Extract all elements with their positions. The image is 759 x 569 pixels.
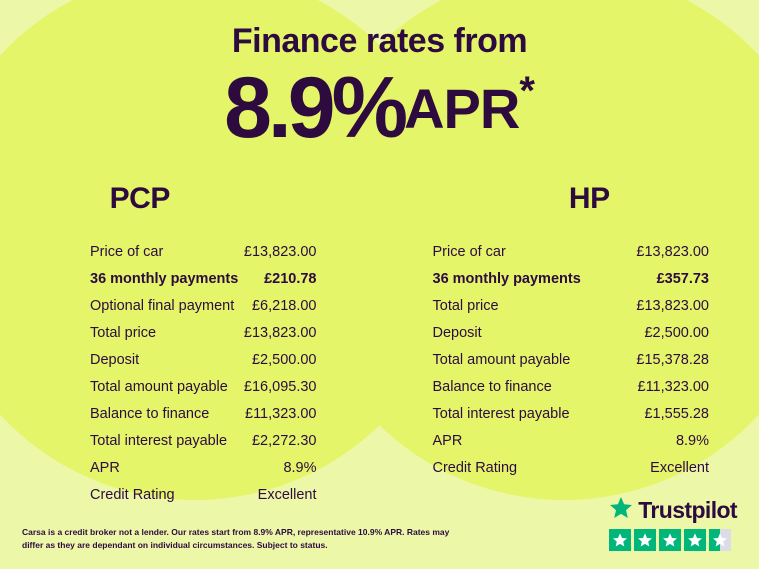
pcp-title: PCP: [109, 182, 170, 215]
table-row: [90, 427, 317, 454]
row-value: £1,555.28: [644, 405, 709, 422]
finance-comparison: [0, 182, 759, 508]
headline-rate-unit: APR: [404, 77, 520, 140]
row-label: Credit Rating: [90, 486, 175, 503]
row-value: £2,500.00: [251, 351, 317, 368]
table-row: [433, 319, 710, 346]
row-value: £2,500.00: [644, 324, 709, 341]
disclaimer-text: Carsa is a credit broker not a lender. Our rates start from 8.9% APR, representative 10.9% APR. Rates may differ as they are dependant on individual circumstances. Subject to status.: [22, 527, 450, 550]
row-value: £210.78: [264, 270, 317, 287]
trustpilot-rating: [609, 496, 737, 551]
hp-title: HP: [568, 182, 610, 215]
star-icon: [659, 529, 681, 551]
row-label: Total price: [432, 297, 499, 314]
table-row: [90, 238, 317, 265]
table-row: [433, 265, 710, 292]
row-value: 8.9%: [283, 459, 317, 476]
table-row: [90, 319, 317, 346]
table-row: [433, 427, 710, 454]
star-icon: [609, 529, 631, 551]
table-row: [433, 373, 710, 400]
star-half-icon: [709, 529, 731, 551]
table-row: [433, 238, 710, 265]
row-label: Deposit: [90, 351, 140, 368]
trustpilot-star-icon: [609, 496, 633, 524]
row-label: Total amount payable: [90, 378, 228, 395]
trustpilot-stars: [609, 529, 737, 551]
row-value: £6,218.00: [251, 297, 317, 314]
row-label: 36 monthly payments: [432, 270, 581, 287]
row-label: Balance to finance: [90, 405, 210, 422]
row-value: £2,272.30: [251, 432, 317, 449]
row-label: Total amount payable: [432, 351, 571, 368]
table-row: [90, 373, 317, 400]
row-value: £13,823.00: [636, 243, 709, 260]
headline-rate-number: 8.9%: [224, 60, 405, 156]
table-row: [433, 292, 710, 319]
row-value: £16,095.30: [243, 378, 317, 395]
headline-rate-asterisk: *: [519, 69, 535, 113]
trustpilot-name: Trustpilot: [638, 496, 737, 523]
row-value: Excellent: [257, 486, 317, 503]
row-label: Price of car: [90, 243, 164, 260]
row-label: Optional final payment: [90, 297, 235, 314]
table-row: [90, 292, 317, 319]
table-row: [433, 346, 710, 373]
row-label: Price of car: [432, 243, 506, 260]
row-label: Total price: [90, 324, 157, 341]
row-label: Total interest payable: [90, 432, 228, 449]
table-row: [90, 265, 317, 292]
row-label: APR: [90, 459, 120, 476]
row-value: £15,378.28: [636, 351, 709, 368]
footer: [0, 496, 759, 569]
hp-table: [433, 238, 710, 481]
row-label: APR: [432, 432, 463, 449]
star-icon: [684, 529, 706, 551]
pcp-table: [90, 238, 317, 508]
row-value: £11,323.00: [637, 378, 709, 395]
headline-rate: [0, 59, 759, 158]
row-value: 8.9%: [675, 432, 709, 449]
row-value: £13,823.00: [243, 243, 317, 260]
star-icon: [634, 529, 656, 551]
row-label: 36 monthly payments: [90, 270, 239, 287]
row-label: Deposit: [432, 324, 482, 341]
row-label: Credit Rating: [432, 459, 518, 476]
trustpilot-logo: [609, 496, 737, 524]
hp-column: [380, 182, 759, 508]
row-value: £357.73: [656, 270, 709, 287]
row-value: £13,823.00: [636, 297, 709, 314]
row-value: £11,323.00: [245, 405, 317, 422]
row-value: Excellent: [650, 459, 709, 476]
pcp-column: [0, 182, 380, 508]
row-label: Balance to finance: [432, 378, 552, 395]
row-value: £13,823.00: [243, 324, 317, 341]
table-row: [90, 346, 317, 373]
row-label: Total interest payable: [432, 405, 570, 422]
table-row: [90, 400, 317, 427]
page-title: Finance rates from: [231, 22, 528, 60]
table-row: [433, 400, 710, 427]
table-row: [433, 454, 710, 481]
table-row: [90, 454, 317, 481]
